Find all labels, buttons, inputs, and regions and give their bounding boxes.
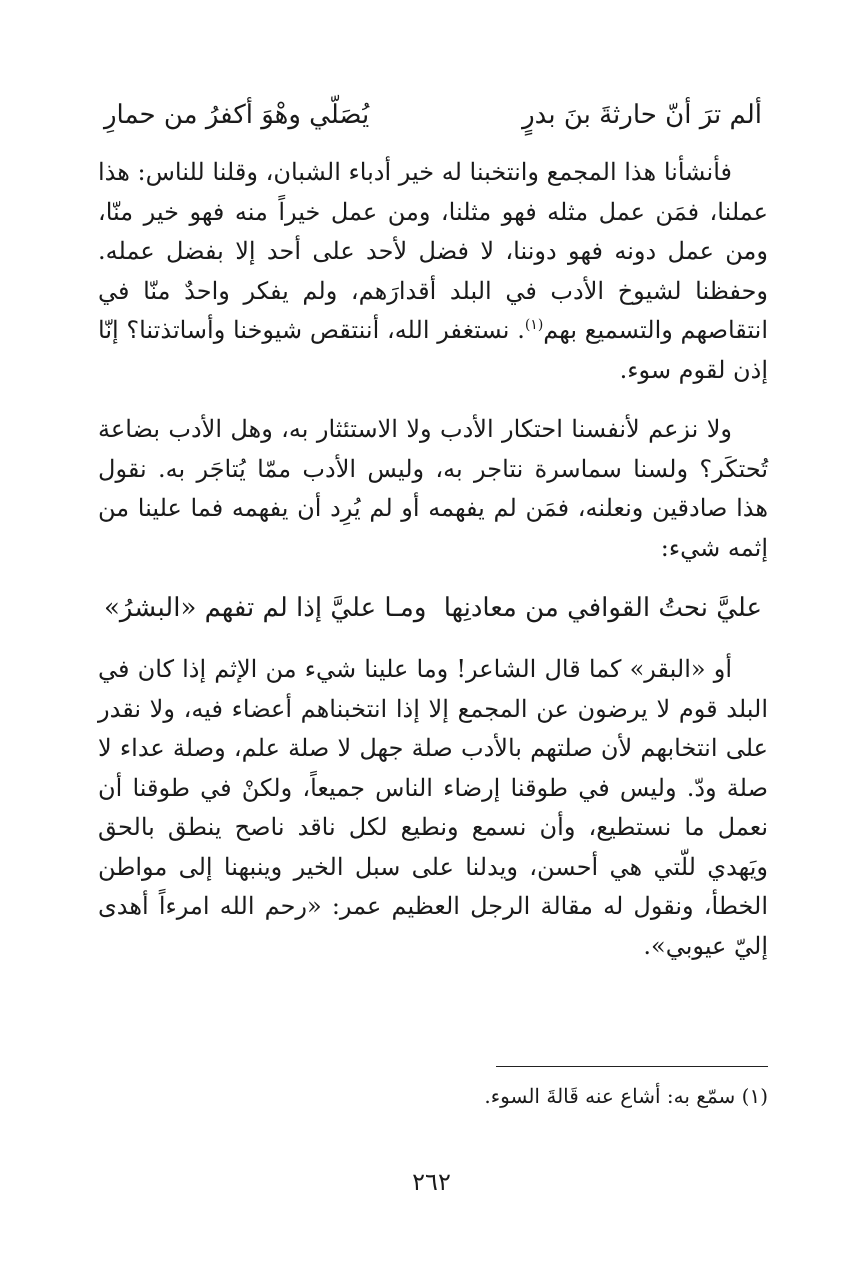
verse-second-left-hemistich: ومـا عليَّ إذا لم تفهم «البشرُ» bbox=[104, 593, 427, 623]
page-body bbox=[98, 95, 768, 966]
footnote-divider bbox=[496, 1066, 768, 1067]
paragraph-first-text: فأنشأنا هذا المجمع وانتخبنا له خير أدباء الشبان، وقلنا للناس: هذا عملنا، فمَن عمل مثله فهو مثلنا، ومن عمل خيراً منه فهو خير منّا، ومن عمل دونه فهو دوننا، لا فضل لأحد على أحد إلا بفضل عمله. وحفظنا لشيوخ الأدب في البلد أقدارَهم، ولم يفكر واحدٌ منّا في انتقاصهم والتسميع بهم bbox=[98, 158, 768, 344]
paragraph-gap bbox=[98, 390, 768, 410]
paragraph-second: ولا نزعم لأنفسنا احتكار الأدب ولا الاستئثار به، وهل الأدب بضاعة تُحتكَر؟ ولسنا سماسرة نتاجر به، وليس الأدب ممّا يُتاجَر به. نقول هذا صادقين ونعلنه، فمَن لم يفهمه أو لم يُرِد أن يفهمه فما علينا من إثمه شيء: bbox=[98, 415, 768, 562]
footnote-reference: (١) bbox=[524, 317, 544, 333]
verse-first-right-hemistich: ألم ترَ أنّ حارثةَ بنَ بدرٍ bbox=[522, 100, 762, 130]
page-number: ٢٦٢ bbox=[412, 1168, 451, 1196]
verse-second-right-hemistich: عليَّ نحتُ القوافي من معادنِها bbox=[443, 593, 762, 623]
paragraph-third: أو «البقر» كما قال الشاعر! وما علينا شيء من الإثم إذا كان في البلد قوم لا يرضون عن المجمع إلا إذا انتخبناهم أعضاء فيه، ولا نقدر على انتخابهم لأن صلتهم بالأدب صلة جهل لا صلة علم، وصلة عداء لا صلة ودّ. وليس في طوقنا إرضاء الناس جميعاً، ولكنْ في طوقنا أن نعمل ما نستطيع، وأن نسمع ونطيع لكل ناقد ناصح ينطق بالحق ويَهدي للّتي هي أحسن، ويدلنا على سبل الخير وينبهنا إلى مواطن الخطأ، ونقول له مقالة الرجل العظيم عمر: «رحم الله امرءاً أهدى إليّ عيوبي». bbox=[98, 655, 769, 960]
verse-second bbox=[98, 588, 768, 628]
verse-first-left-hemistich: يُصَلّي وهْوَ أكفرُ من حمارِ bbox=[104, 100, 370, 130]
paragraph-first-text-end: . نستغفر الله، أننتقص شيوخنا وأساتذتنا؟ إنّا إذن لقوم سوء. bbox=[98, 316, 768, 384]
paragraph-first bbox=[98, 153, 768, 390]
verse-first bbox=[98, 95, 768, 135]
footnote-text: (١) سمّع به: أشاع عنه قَالةَ السوء. bbox=[484, 1084, 768, 1108]
